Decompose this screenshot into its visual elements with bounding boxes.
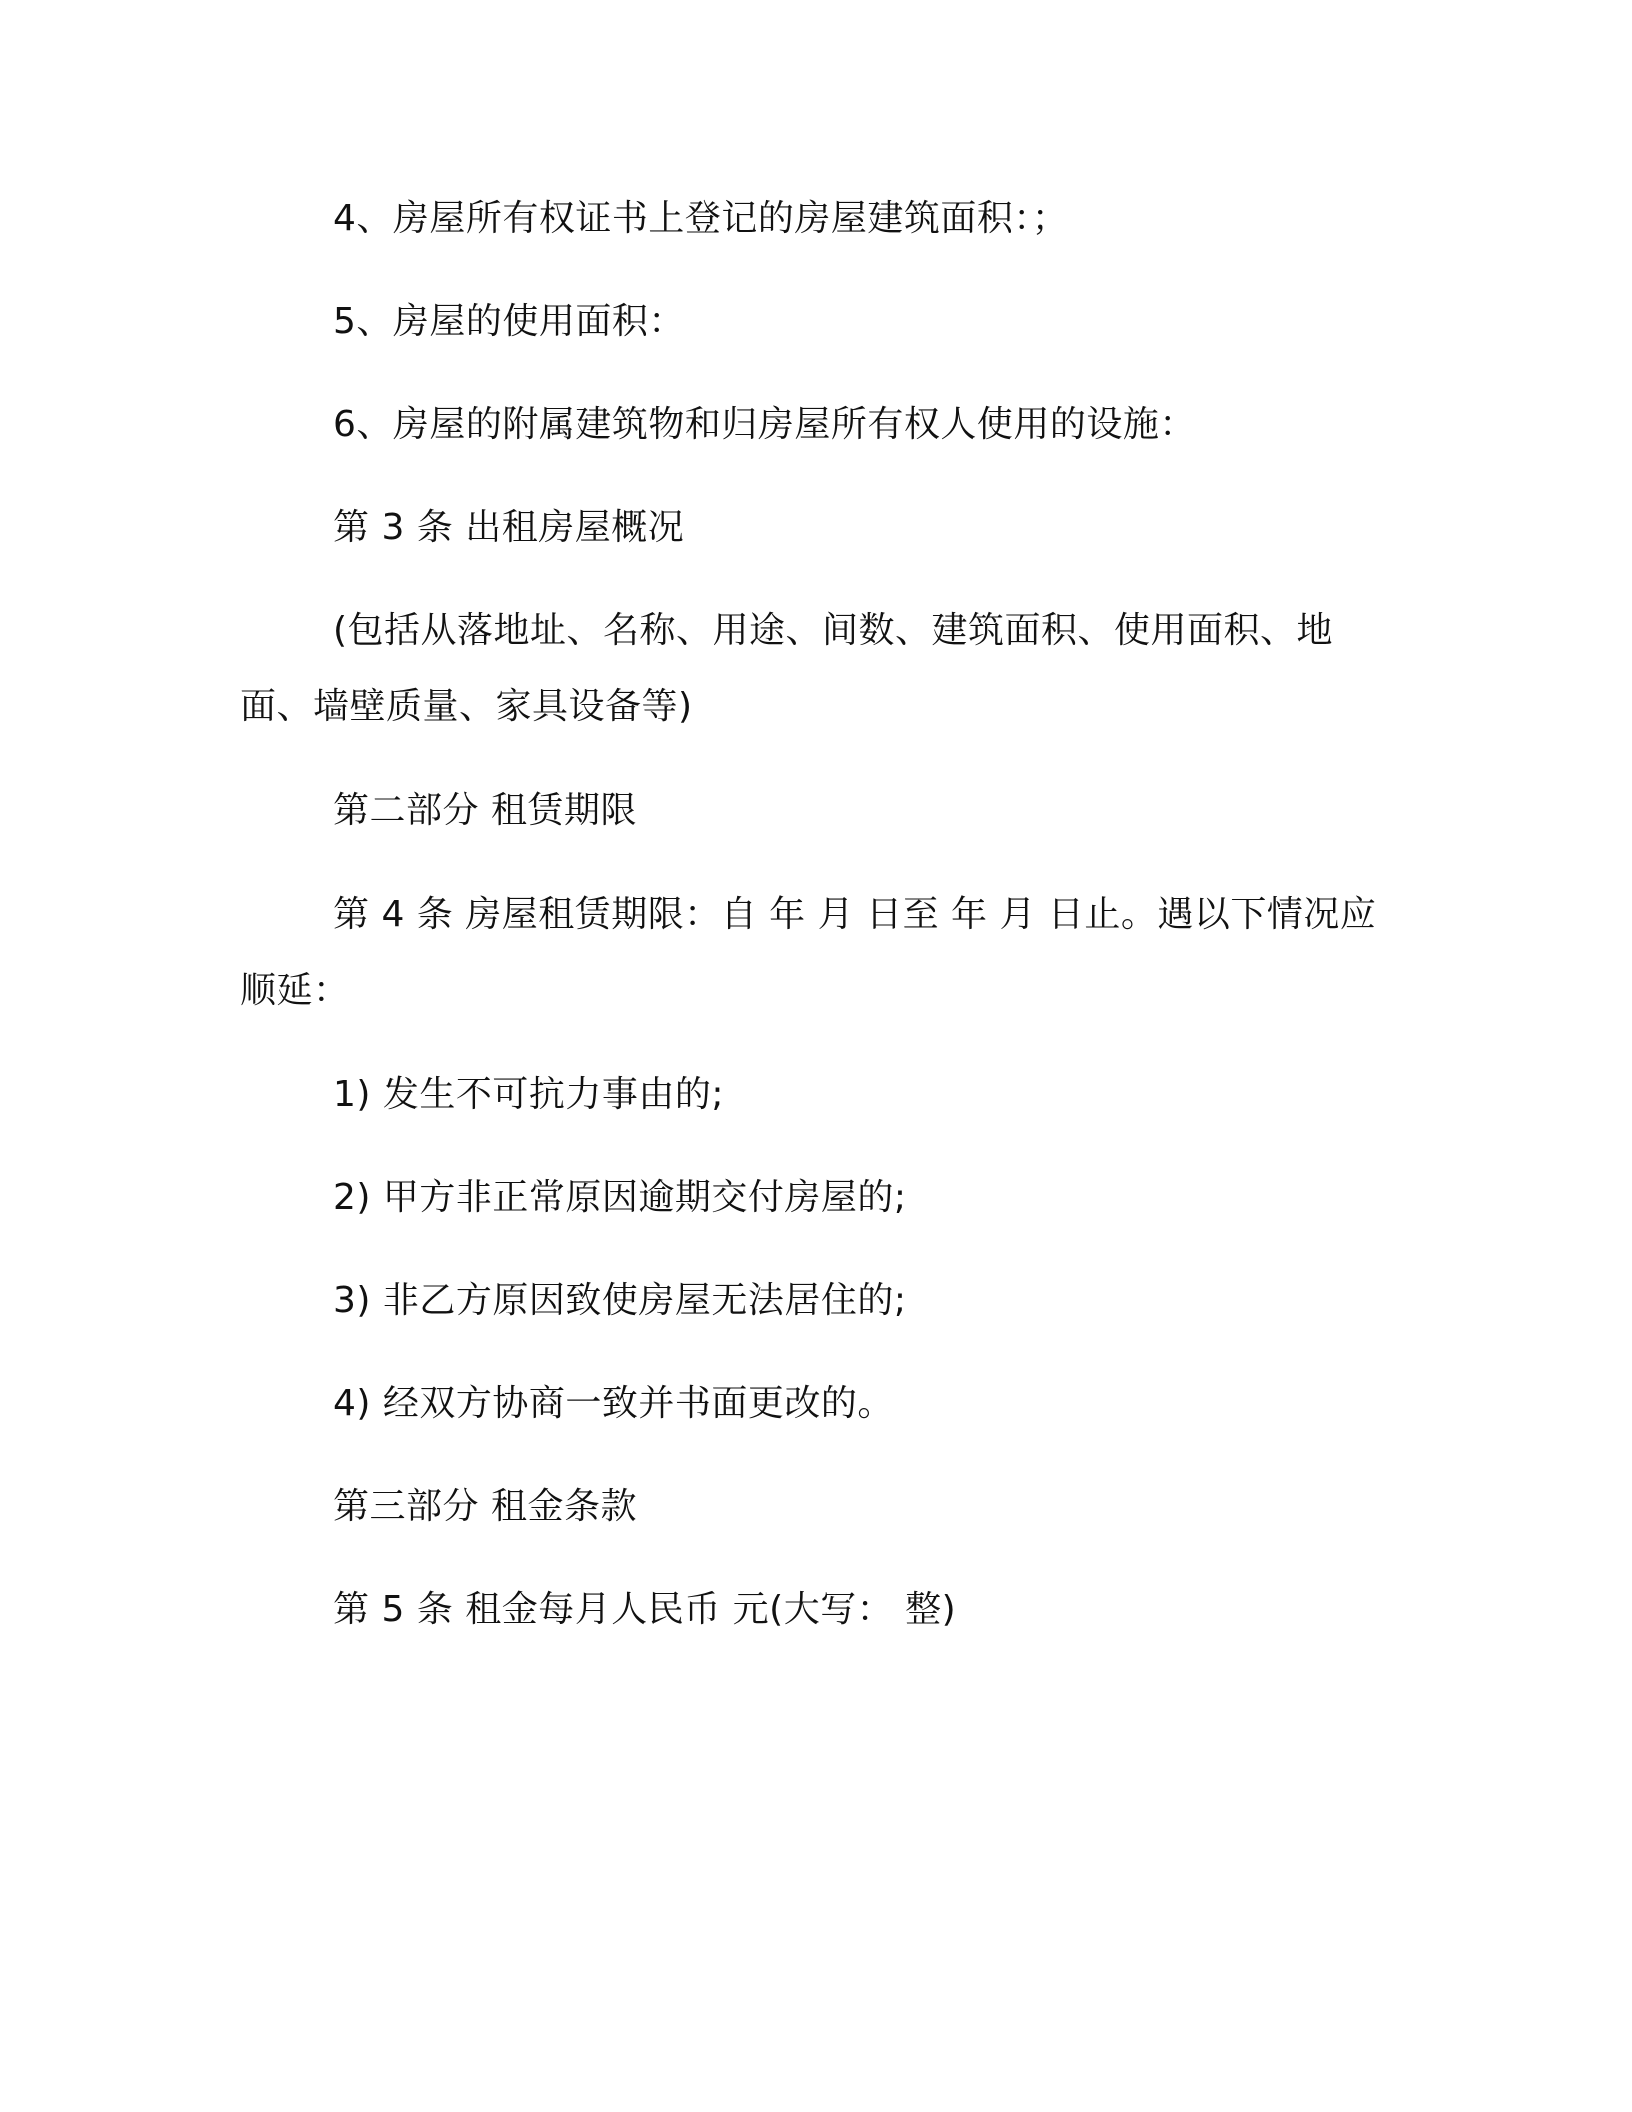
item-6-facilities: 6、房屋的附属建筑物和归房屋所有权人使用的设施：: [333, 404, 1196, 445]
list-item-4: 4) 经双方协商一致并书面更改的。: [333, 1383, 894, 1424]
list-item-1: 1) 发生不可抗力事由的;: [333, 1074, 725, 1115]
article-4-line-2: 顺延：: [240, 970, 350, 1011]
part-3-heading: 第三部分 租金条款: [333, 1486, 637, 1527]
part-2-heading: 第二部分 租赁期限: [333, 790, 637, 831]
item-4-building-area: 4、房屋所有权证书上登记的房屋建筑面积：；: [333, 198, 1069, 239]
article-3-note-line-2: 面、墙壁质量、家具设备等): [240, 686, 693, 727]
list-item-2: 2) 甲方非正常原因逾期交付房屋的;: [333, 1177, 907, 1218]
article-3-heading: 第 3 条 出租房屋概况: [333, 507, 685, 548]
list-item-3: 3) 非乙方原因致使房屋无法居住的;: [333, 1280, 907, 1321]
article-5-rent: 第 5 条 租金每月人民币 元(大写： 整): [333, 1589, 957, 1630]
article-4-line-1: 第 4 条 房屋租赁期限：自 年 月 日至 年 月 日止。遇以下情况应: [333, 894, 1377, 935]
article-3-note-line-1: (包括从落地址、名称、用途、间数、建筑面积、使用面积、地: [333, 610, 1334, 651]
item-5-usable-area: 5、房屋的使用面积：: [333, 301, 685, 342]
